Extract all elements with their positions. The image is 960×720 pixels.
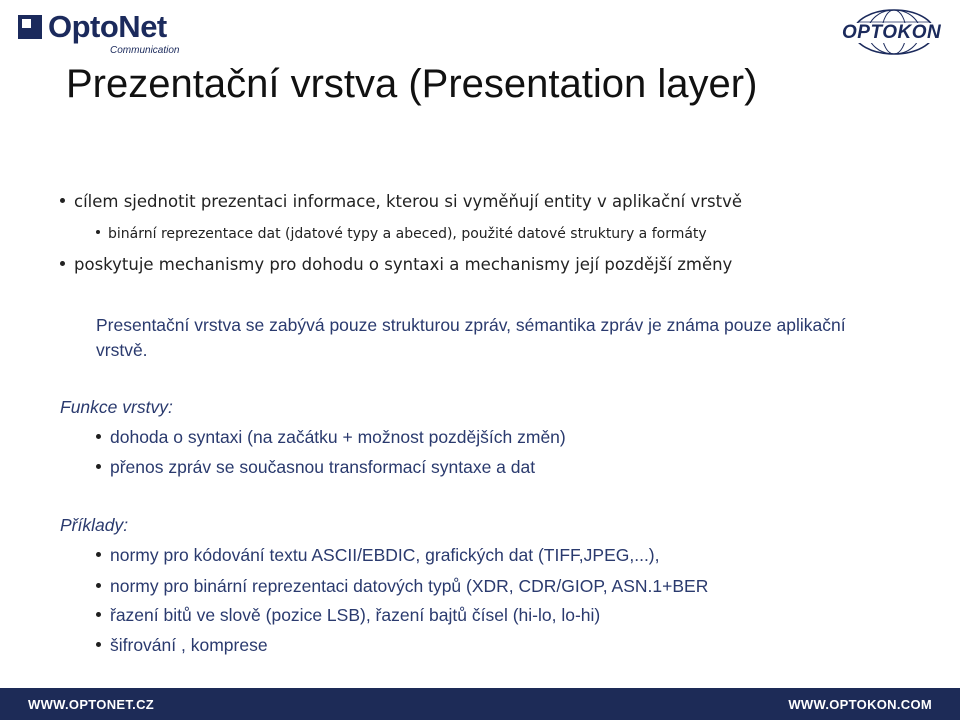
functions-item	[96, 457, 535, 478]
optokon-logo	[836, 6, 952, 58]
optonet-logo	[18, 9, 180, 56]
examples-item	[96, 545, 660, 566]
examples-item	[96, 605, 600, 626]
examples-item	[96, 635, 268, 656]
bullet-dot	[96, 434, 101, 439]
examples-item-text: normy pro kódování textu ASCII/EBDIC, grafických dat (TIFF,JPEG,...),	[110, 545, 660, 565]
description-paragraph: Presentační vrstva se zabývá pouze strukturou zpráv, sémantika zpráv je známa pouze aplikační vrstvě.	[96, 315, 846, 360]
optonet-tagline: Communication	[110, 45, 180, 56]
bullet-dot	[96, 612, 101, 617]
footer-link-optonet[interactable]: WWW.OPTONET.CZ	[28, 697, 155, 712]
bullet-dot	[60, 261, 65, 266]
footer-link-optokon[interactable]: WWW.OPTOKON.COM	[788, 697, 932, 712]
bullet-dot	[96, 552, 101, 557]
optonet-brand: OptoNet	[48, 9, 167, 44]
bullet-dot	[96, 583, 101, 588]
bullet-dot	[96, 230, 100, 234]
examples-item-text: řazení bitů ve slově (pozice LSB), řazení bajtů čísel (hi-lo, lo-hi)	[110, 605, 601, 625]
examples-heading: Příklady:	[60, 515, 129, 535]
examples-item-text: šifrování , komprese	[110, 635, 268, 655]
optokon-brand: OPTOKON	[842, 22, 942, 43]
examples-item-text: normy pro binární reprezentaci datových typů (XDR, CDR/GIOP, ASN.1+BER	[110, 576, 709, 596]
functions-item-text: dohoda o syntaxi (na začátku + možnost pozdějších změn)	[110, 427, 566, 447]
footer-bar	[0, 688, 960, 720]
bullet-goal	[60, 192, 742, 211]
bullet-binary-representation	[96, 226, 707, 242]
bullet-dot	[96, 642, 101, 647]
functions-item	[96, 427, 566, 448]
slide-title: Prezentační vrstva (Presentation layer)	[66, 62, 758, 106]
functions-heading: Funkce vrstvy:	[60, 397, 173, 417]
bullet-dot	[60, 198, 65, 203]
bullet-dot	[96, 464, 101, 469]
bullet-binary-representation-text: binární reprezentace dat (jdatové typy a abeced), použité datové struktury a formáty	[108, 226, 707, 242]
bullet-goal-text: cílem sjednotit prezentaci informace, kterou si vyměňují entity v aplikační vrstvě	[74, 192, 743, 211]
functions-item-text: přenos zpráv se současnou transformací syntaxe a dat	[110, 457, 536, 477]
bullet-mechanisms-text: poskytuje mechanismy pro dohodu o syntaxi a mechanismy její pozdější změny	[74, 255, 733, 274]
bullet-mechanisms	[60, 255, 732, 274]
optonet-mark-icon	[18, 15, 42, 39]
examples-item	[96, 576, 708, 597]
